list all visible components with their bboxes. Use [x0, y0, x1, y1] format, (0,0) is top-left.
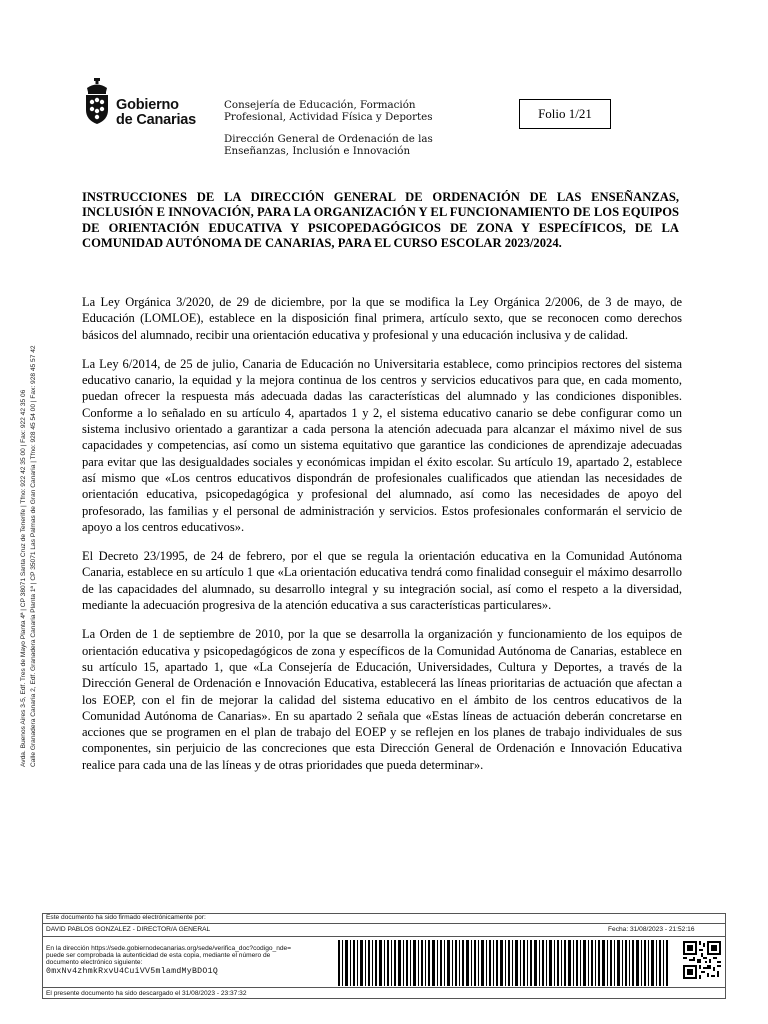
folio-label: Folio 1/21 [538, 106, 592, 121]
logo-line-2: de Canarias [116, 112, 197, 128]
department-line-2: Profesional, Actividad Física y Deportes [224, 111, 433, 123]
paragraph: El Decreto 23/1995, de 24 de febrero, por el que se regula la orientación educativa en la Comunidad Autónoma Canaria, establece en su artículo 1 que «La orientación educativa tendrá como finalidad conseguir el máximo desarrollo de las capacidades del alumnado, su desarrollo integral y su integración social, así como el respeto a la diversidad, mediante la adecuación progresiva de la atención educativa a sus características particulares». [82, 549, 682, 613]
verify-line-3: documento electrónico siguiente: [46, 959, 143, 966]
footer-divider [42, 936, 726, 937]
qr-code [683, 941, 721, 979]
department-block [224, 99, 433, 157]
gobierno-de-canarias-logo [82, 78, 202, 128]
signer-name: DAVID PABLOS GONZALEZ - DIRECTOR/A GENERAL [46, 926, 211, 933]
footer-divider [42, 987, 726, 988]
address-line-2: Calle Granadera Canaria 2, Edf. Granadera Canaria Planta 1ª | CP 35071 Las Palmas de Gran Canaria | Tfno: 928 45 54 00 | Fax: 928 45 57 42 [30, 345, 37, 767]
department-line-1: Consejería de Educación, Formación [224, 99, 416, 111]
direction-line-1: Dirección General de Ordenación de las [224, 133, 433, 145]
footer-divider [42, 923, 726, 924]
signature-footer [42, 913, 726, 999]
document-code: 0mxNv4zhmkRxvU4CuiVV5mlamdMyBDO1Q [46, 967, 219, 976]
coat-of-arms-icon [82, 78, 112, 126]
folio-box [519, 99, 611, 129]
address-line-1: Avda. Buenos Aires 3-5, Edf. Tres de Mayo Planta 4ª | CP 38071 Santa Cruz de Tenerife | Tfno: 922 42 35 00 | Fax: 922 42 35 06 [20, 389, 27, 767]
logo-wordmark [116, 98, 196, 128]
paragraph: La Ley 6/2014, de 25 de julio, Canaria de Educación no Universitaria establece, como principios rectores del sistema educativo canario, la equidad y la mejora continua de los centros y servicios educativos para que, en cada momento, puedan ofrecer la respuesta más adecuada dadas las características del alumnado y las condiciones disponibles. Conforme a lo señalado en su artículo 4, apartados 1 y 2, el sistema educativo canario se debe configurar como un sistema inclusivo orientado a garantizar a cada persona la atención adecuada para alcanzar el máximo nivel de sus capacidades y competencias, así como un sistema equitativo que garantice las condiciones de aprendizaje adecuadas para evitar que las desigualdades sociales y económicas impidan el éxito escolar. Su artículo 19, apartado 2, establece así mismo que «Los centros educativos dispondrán de profesionales cualificados que atiendan las necesidades de orientación educativa, psicopedagógica y profesional del alumnado, así como las necesidades de apoyo del profesorado, las familias y el personal de administración y servicios. Estos profesionales conformarán el servicio de apoyo a los centros educativos». [82, 356, 682, 534]
verify-line-2: puede ser comprobada la autenticidad de esta copia, mediante el número de [46, 952, 271, 959]
signed-label: Este documento ha sido firmado electrónicamente por: [46, 914, 206, 921]
direction-line-2: Enseñanzas, Inclusión e Innovación [224, 145, 411, 157]
paragraph: La Ley Orgánica 3/2020, de 29 de diciembre, por la que se modifica la Ley Orgánica 2/2006, de 3 de mayo, de Educación (LOMLOE), establece en la disposición final primera, artículo sexto, que se reconocen como derechos básicos del alumnado, recibir una orientación educativa y profesional y una educación inclusiva y de calidad. [82, 295, 682, 342]
logo-line-1: Gobierno [116, 97, 179, 113]
download-note: El presente documento ha sido descargado el 31/08/2023 - 23:37:32 [46, 990, 247, 997]
barcode [338, 940, 668, 986]
signature-date: Fecha: 31/08/2023 - 21:52:16 [608, 926, 695, 933]
paragraph: La Orden de 1 de septiembre de 2010, por la que se desarrolla la organización y funcionamiento de los equipos de orientación educativa y psicopedagógicos de zona y específicos de la Comunidad Autónoma de Canarias, establece en su artículo 15, apartado 1, que «La Consejería de Educación, Universidades, Cultura y Deportes, a través de la Dirección General de Ordenación e Innovación Educativa, establecerá las líneas prioritarias de actuación que afectan a los EOEP, con el fin de mejorar la calidad del sistema educativo en el ámbito de los centros educativos de la Comunidad Autónoma de Canarias». En su apartado 2 señala que «Estas líneas de actuación deberán concretarse en acciones que se programen en el plan de trabajo del EOEP y se reflejen en los planes de trabajo individuales de sus componentes, sin perjuicio de las concreciones que esta Dirección General de Ordenación e Innovación Educativa realice para cada una de las líneas y de otras prioridades que pueda determinar». [82, 627, 682, 772]
address-sidebar [19, 247, 55, 767]
document-body [82, 294, 682, 786]
document-title: INSTRUCCIONES DE LA DIRECCIÓN GENERAL DE ORDENACIÓN DE LAS ENSEÑANZAS, INCLUSIÓN E INNOVACIÓN, PARA LA ORGANIZACIÓN Y EL FUNCIONAMIENTO DE LOS EQUIPOS DE ORIENTACIÓN EDUCATIVA Y PSICOPEDAGÓGICOS DE ZONA Y ESPECÍFICOS, DE LA COMUNIDAD AUTÓNOMA DE CANARIAS, PARA EL CURSO ESCOLAR 2023/2024. [82, 190, 679, 251]
verify-line-1: En la dirección https://sede.gobiernodecanarias.org/sede/verifica_doc?codigo_nde= [46, 945, 292, 952]
